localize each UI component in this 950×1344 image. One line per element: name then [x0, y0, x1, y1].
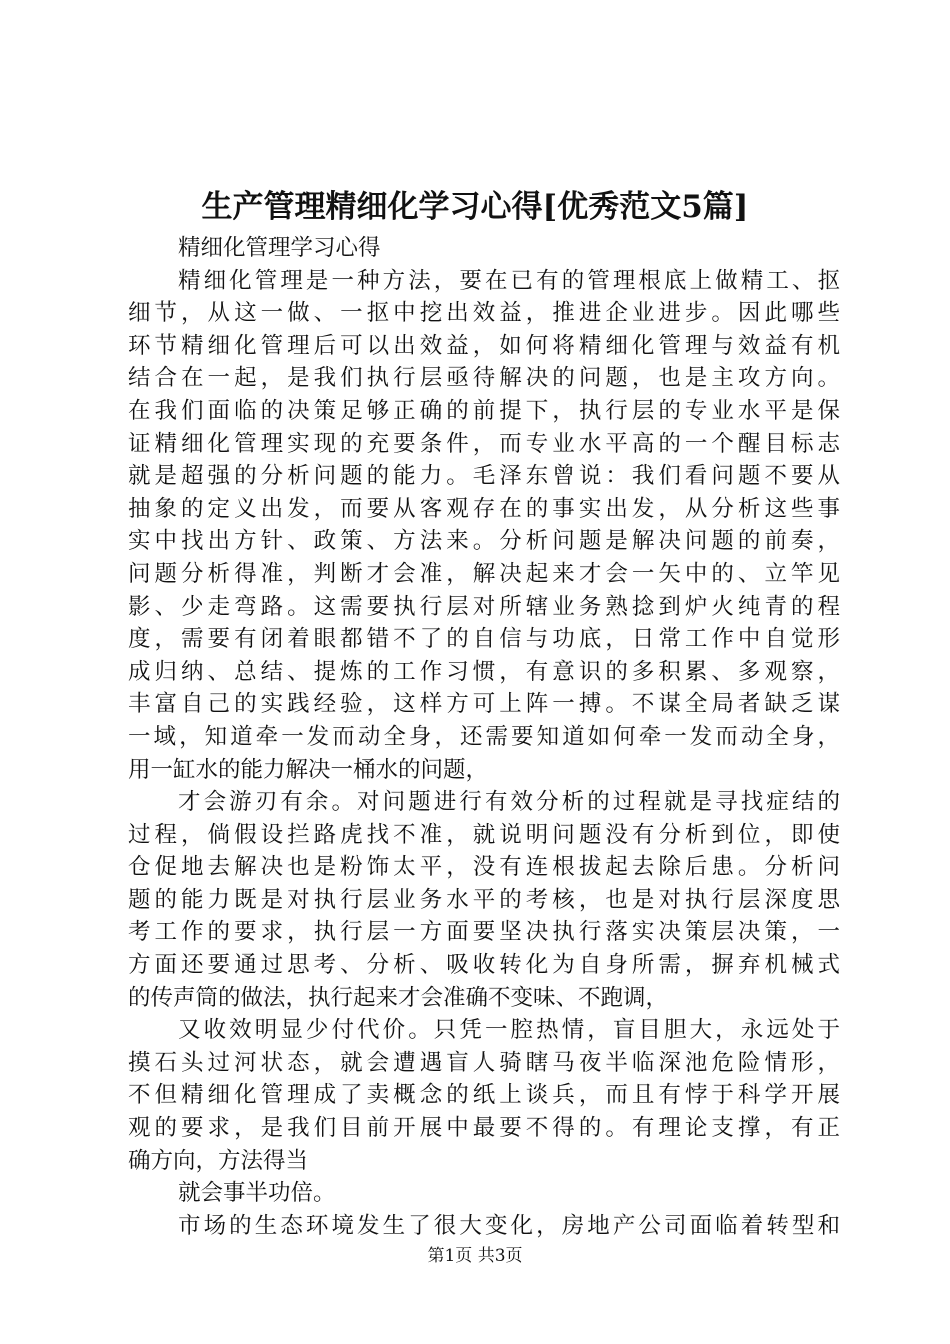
text-line: 影、少走弯路。这需要执行层对所辖业务熟捻到炉火纯青的程	[128, 593, 840, 620]
text-line: 不但精细化管理成了卖概念的纸上谈兵，而且有悖于科学开展	[128, 1082, 840, 1109]
text-line: 就会事半功倍。	[178, 1180, 336, 1207]
text-line: 才会游刃有余。对问题进行有效分析的过程就是寻找症结的	[178, 789, 840, 816]
text-line: 考工作的要求，执行层一方面要坚决执行落实决策层决策，一	[128, 919, 840, 946]
text-line: 方面还要通过思考、分析、吸收转化为自身所需，摒弃机械式	[128, 952, 840, 979]
text-line: 一域，知道牵一发而动全身，还需要知道如何牵一发而动全身，	[128, 723, 840, 750]
page-title: 生产管理精细化学习心得[优秀范文5篇]	[201, 189, 749, 225]
text-line: 过程，倘假设拦路虎找不准，就说明问题没有分析到位，即使	[128, 821, 840, 848]
text-line: 在我们面临的决策足够正确的前提下，执行层的专业水平是保	[128, 397, 840, 424]
text-line: 就是超强的分析问题的能力。毛泽东曾说：我们看问题不要从	[128, 463, 840, 490]
text-line: 精细化管理是一种方法，要在已有的管理根底上做精工、抠	[178, 267, 840, 294]
page-number: 第1页 共3页	[427, 1246, 523, 1266]
document-body	[128, 232, 840, 1242]
text-line: 成归纳、总结、提炼的工作习惯，有意识的多积累、多观察，	[128, 658, 840, 685]
text-line: 题的能力既是对执行层业务水平的考核，也是对执行层深度思	[128, 886, 840, 913]
text-line: 市场的生态环境发生了很大变化，房地产公司面临着转型和	[178, 1212, 840, 1239]
text-line: 用一缸水的能力解决一桶水的问题，	[128, 756, 489, 783]
text-line: 摸石头过河状态，就会遭遇盲人骑瞎马夜半临深池危险情形，	[128, 1049, 840, 1076]
text-line: 又收效明显少付代价。只凭一腔热情，盲目胆大，永远处于	[178, 1017, 840, 1044]
text-line: 精细化管理学习心得	[178, 235, 381, 261]
text-line: 结合在一起，是我们执行层亟待解决的问题，也是主攻方向。	[128, 365, 840, 392]
text-line: 环节精细化管理后可以出效益，如何将精细化管理与效益有机	[128, 332, 840, 359]
text-line: 度，需要有闭着眼都错不了的自信与功底，日常工作中自觉形	[128, 626, 840, 653]
text-line: 抽象的定义出发，而要从客观存在的事实出发，从分析这些事	[128, 495, 840, 522]
text-line: 仓促地去解决也是粉饰太平，没有连根拔起去除后患。分析问	[128, 854, 840, 881]
text-line: 问题分析得准，判断才会准，解决起来才会一矢中的、立竿见	[128, 560, 840, 587]
text-line: 观的要求，是我们目前开展中最要不得的。有理论支撑，有正	[128, 1115, 840, 1142]
text-line: 细节，从这一做、一抠中挖出效益，推进企业进步。因此哪些	[128, 300, 840, 327]
text-line: 证精细化管理实现的充要条件，而专业水平高的一个醒目标志	[128, 430, 840, 457]
text-line: 实中找出方针、政策、方法来。分析问题是解决问题的前奏，	[128, 528, 840, 555]
text-line: 的传声筒的做法，执行起来才会准确不变味、不跑调，	[128, 984, 669, 1011]
text-line: 确方向，方法得当	[128, 1147, 309, 1174]
text-line: 丰富自己的实践经验，这样方可上阵一搏。不谋全局者缺乏谋	[128, 691, 840, 718]
